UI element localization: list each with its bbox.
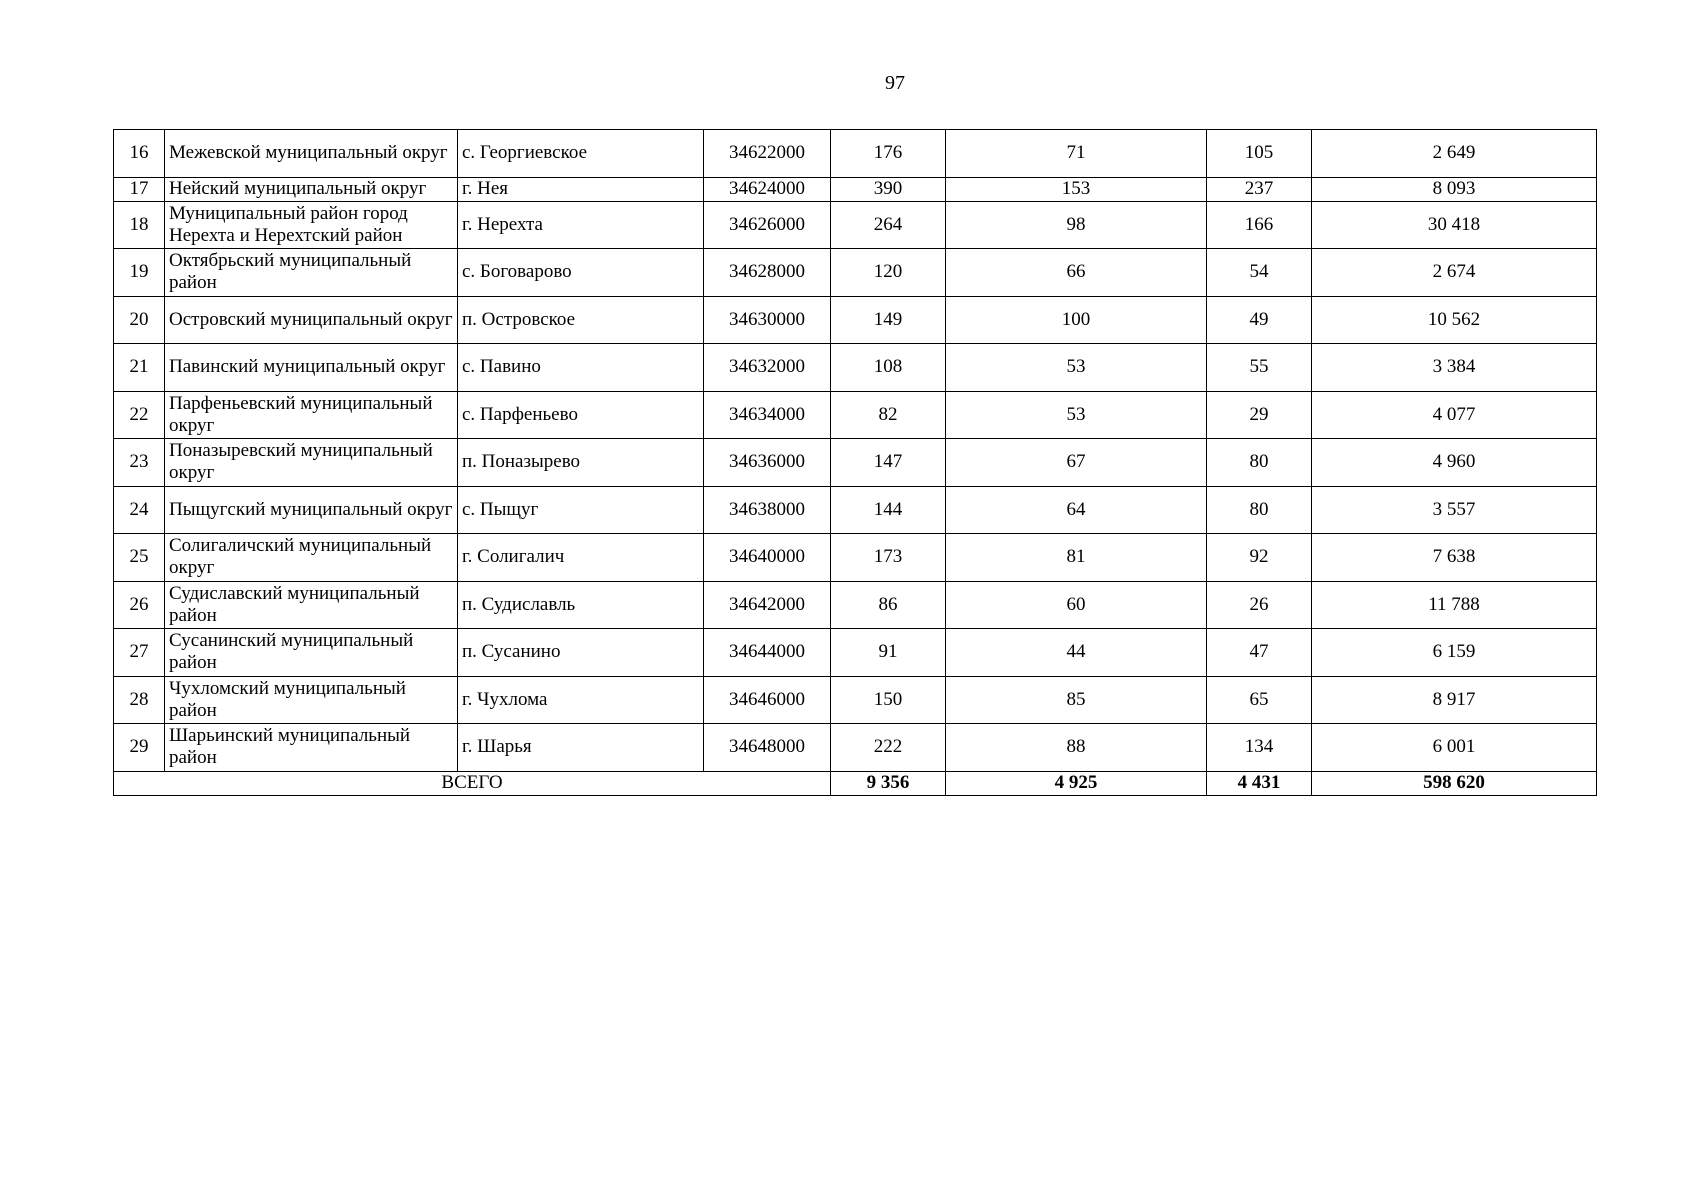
table-row bbox=[114, 581, 1597, 629]
administrative-center: г. Солигалич bbox=[458, 534, 704, 582]
municipality-name: Муниципальный район город Нерехта и Нерехтский район bbox=[165, 201, 458, 249]
table-row bbox=[114, 486, 1597, 534]
municipality-name: Парфеньевский муниципальный округ bbox=[165, 391, 458, 439]
municipality-name: Поназыревский муниципальный округ bbox=[165, 439, 458, 487]
administrative-center: п. Сусанино bbox=[458, 629, 704, 677]
row-number: 28 bbox=[114, 676, 165, 724]
value-col-4: 3 557 bbox=[1312, 486, 1597, 534]
value-col-4: 2 649 bbox=[1312, 130, 1597, 178]
value-col-1: 390 bbox=[831, 177, 946, 201]
municipality-name: Судиславский муниципальный район bbox=[165, 581, 458, 629]
row-number: 24 bbox=[114, 486, 165, 534]
value-col-2: 100 bbox=[946, 296, 1207, 344]
value-col-3: 49 bbox=[1207, 296, 1312, 344]
row-number: 19 bbox=[114, 249, 165, 297]
value-col-3: 105 bbox=[1207, 130, 1312, 178]
value-col-2: 88 bbox=[946, 724, 1207, 772]
total-v3: 4 431 bbox=[1207, 771, 1312, 795]
value-col-4: 8 917 bbox=[1312, 676, 1597, 724]
table-row bbox=[114, 629, 1597, 677]
oktmo-code: 34626000 bbox=[704, 201, 831, 249]
value-col-3: 29 bbox=[1207, 391, 1312, 439]
administrative-center: г. Нерехта bbox=[458, 201, 704, 249]
municipality-name: Сусанинский муниципальный район bbox=[165, 629, 458, 677]
administrative-center: с. Боговарово bbox=[458, 249, 704, 297]
municipality-name: Октябрьский муниципальный район bbox=[165, 249, 458, 297]
value-col-4: 4 077 bbox=[1312, 391, 1597, 439]
row-number: 23 bbox=[114, 439, 165, 487]
value-col-1: 264 bbox=[831, 201, 946, 249]
value-col-2: 85 bbox=[946, 676, 1207, 724]
value-col-4: 30 418 bbox=[1312, 201, 1597, 249]
administrative-center: с. Парфеньево bbox=[458, 391, 704, 439]
municipality-name: Солигаличский муниципальный округ bbox=[165, 534, 458, 582]
municipality-name: Островский муниципальный округ bbox=[165, 296, 458, 344]
value-col-2: 67 bbox=[946, 439, 1207, 487]
total-v4: 598 620 bbox=[1312, 771, 1597, 795]
oktmo-code: 34640000 bbox=[704, 534, 831, 582]
oktmo-code: 34648000 bbox=[704, 724, 831, 772]
table-row bbox=[114, 724, 1597, 772]
value-col-1: 91 bbox=[831, 629, 946, 677]
value-col-3: 80 bbox=[1207, 439, 1312, 487]
oktmo-code: 34646000 bbox=[704, 676, 831, 724]
value-col-3: 47 bbox=[1207, 629, 1312, 677]
row-number: 21 bbox=[114, 344, 165, 392]
administrative-center: п. Судиславль bbox=[458, 581, 704, 629]
value-col-1: 108 bbox=[831, 344, 946, 392]
value-col-3: 166 bbox=[1207, 201, 1312, 249]
municipality-name: Шарьинский муниципальный район bbox=[165, 724, 458, 772]
table-row bbox=[114, 296, 1597, 344]
row-number: 26 bbox=[114, 581, 165, 629]
value-col-2: 66 bbox=[946, 249, 1207, 297]
administrative-center: с. Пыщуг bbox=[458, 486, 704, 534]
administrative-center: с. Георгиевское bbox=[458, 130, 704, 178]
municipality-name: Нейский муниципальный округ bbox=[165, 177, 458, 201]
value-col-4: 3 384 bbox=[1312, 344, 1597, 392]
value-col-1: 222 bbox=[831, 724, 946, 772]
value-col-3: 134 bbox=[1207, 724, 1312, 772]
table-row bbox=[114, 439, 1597, 487]
value-col-2: 53 bbox=[946, 344, 1207, 392]
value-col-3: 237 bbox=[1207, 177, 1312, 201]
row-number: 20 bbox=[114, 296, 165, 344]
oktmo-code: 34624000 bbox=[704, 177, 831, 201]
row-number: 18 bbox=[114, 201, 165, 249]
value-col-1: 149 bbox=[831, 296, 946, 344]
value-col-3: 26 bbox=[1207, 581, 1312, 629]
municipality-name: Пыщугский муниципальный округ bbox=[165, 486, 458, 534]
value-col-2: 64 bbox=[946, 486, 1207, 534]
value-col-2: 53 bbox=[946, 391, 1207, 439]
oktmo-code: 34632000 bbox=[704, 344, 831, 392]
page-number: 97 bbox=[885, 72, 905, 94]
row-number: 22 bbox=[114, 391, 165, 439]
value-col-3: 65 bbox=[1207, 676, 1312, 724]
value-col-4: 7 638 bbox=[1312, 534, 1597, 582]
oktmo-code: 34628000 bbox=[704, 249, 831, 297]
row-number: 25 bbox=[114, 534, 165, 582]
oktmo-code: 34638000 bbox=[704, 486, 831, 534]
value-col-1: 86 bbox=[831, 581, 946, 629]
value-col-1: 144 bbox=[831, 486, 946, 534]
value-col-4: 10 562 bbox=[1312, 296, 1597, 344]
table-row bbox=[114, 676, 1597, 724]
row-number: 17 bbox=[114, 177, 165, 201]
value-col-1: 173 bbox=[831, 534, 946, 582]
value-col-1: 82 bbox=[831, 391, 946, 439]
table-row bbox=[114, 177, 1597, 201]
value-col-4: 2 674 bbox=[1312, 249, 1597, 297]
value-col-3: 54 bbox=[1207, 249, 1312, 297]
oktmo-code: 34634000 bbox=[704, 391, 831, 439]
table-row bbox=[114, 201, 1597, 249]
municipality-name: Павинский муниципальный округ bbox=[165, 344, 458, 392]
row-number: 27 bbox=[114, 629, 165, 677]
value-col-3: 92 bbox=[1207, 534, 1312, 582]
table-row bbox=[114, 391, 1597, 439]
row-number: 29 bbox=[114, 724, 165, 772]
table-row bbox=[114, 534, 1597, 582]
value-col-1: 150 bbox=[831, 676, 946, 724]
table-row bbox=[114, 344, 1597, 392]
value-col-3: 80 bbox=[1207, 486, 1312, 534]
value-col-4: 8 093 bbox=[1312, 177, 1597, 201]
value-col-2: 44 bbox=[946, 629, 1207, 677]
administrative-center: г. Нея bbox=[458, 177, 704, 201]
oktmo-code: 34642000 bbox=[704, 581, 831, 629]
administrative-center: г. Шарья bbox=[458, 724, 704, 772]
administrative-center: п. Поназырево bbox=[458, 439, 704, 487]
administrative-center: п. Островское bbox=[458, 296, 704, 344]
value-col-4: 6 159 bbox=[1312, 629, 1597, 677]
value-col-2: 71 bbox=[946, 130, 1207, 178]
oktmo-code: 34644000 bbox=[704, 629, 831, 677]
value-col-2: 60 bbox=[946, 581, 1207, 629]
value-col-3: 55 bbox=[1207, 344, 1312, 392]
value-col-1: 147 bbox=[831, 439, 946, 487]
table-row bbox=[114, 249, 1597, 297]
administrative-center: г. Чухлома bbox=[458, 676, 704, 724]
oktmo-code: 34636000 bbox=[704, 439, 831, 487]
total-row bbox=[114, 771, 1597, 795]
value-col-4: 11 788 bbox=[1312, 581, 1597, 629]
value-col-1: 176 bbox=[831, 130, 946, 178]
value-col-2: 98 bbox=[946, 201, 1207, 249]
municipalities-table bbox=[113, 129, 1597, 796]
oktmo-code: 34630000 bbox=[704, 296, 831, 344]
row-number: 16 bbox=[114, 130, 165, 178]
total-v1: 9 356 bbox=[831, 771, 946, 795]
value-col-2: 81 bbox=[946, 534, 1207, 582]
municipality-name: Чухломский муниципальный район bbox=[165, 676, 458, 724]
value-col-4: 6 001 bbox=[1312, 724, 1597, 772]
administrative-center: с. Павино bbox=[458, 344, 704, 392]
value-col-1: 120 bbox=[831, 249, 946, 297]
total-label: ВСЕГО bbox=[114, 771, 831, 795]
total-v2: 4 925 bbox=[946, 771, 1207, 795]
value-col-4: 4 960 bbox=[1312, 439, 1597, 487]
value-col-2: 153 bbox=[946, 177, 1207, 201]
table-row bbox=[114, 130, 1597, 178]
oktmo-code: 34622000 bbox=[704, 130, 831, 178]
municipality-name: Межевской муниципальный округ bbox=[165, 130, 458, 178]
